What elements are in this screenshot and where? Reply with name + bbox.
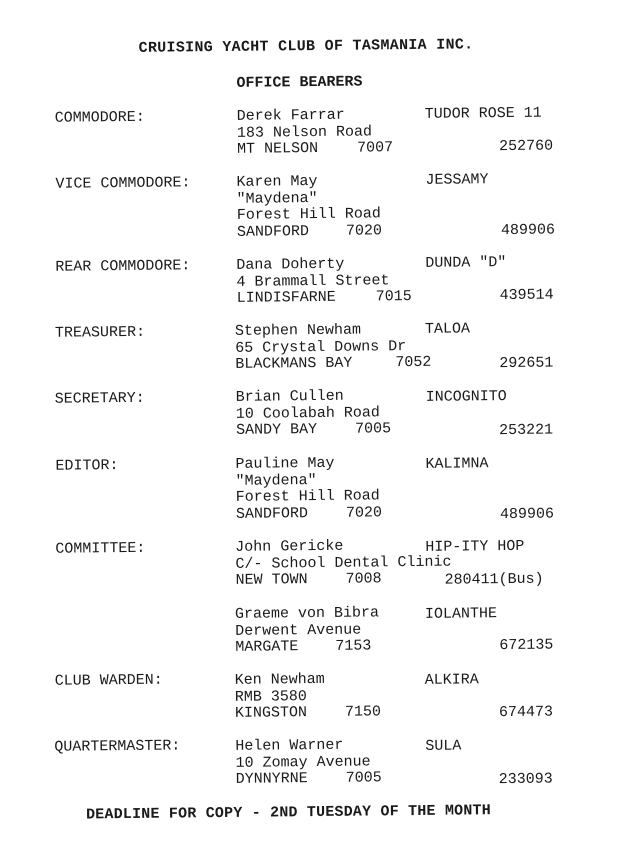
entry-commodore: [55, 105, 576, 162]
person-block: [236, 256, 412, 307]
person-name: John Gericke: [235, 537, 344, 556]
person-town: NEW TOWN: [235, 571, 308, 589]
person-block: [236, 173, 382, 241]
person-postcode: 7153: [335, 637, 372, 655]
entry-editor: [55, 453, 576, 526]
phone-number: 674473: [498, 703, 554, 722]
person-block: [235, 671, 382, 722]
person-address: 10 Coolabah Road: [235, 403, 380, 423]
phone-number: 233093: [498, 770, 553, 789]
page-title: CRUISING YACHT CLUB OF TASMANIA INC.: [138, 36, 474, 57]
person-name: Karen May: [236, 172, 318, 191]
person-town-line: [236, 770, 382, 788]
entry-club-warden: [55, 668, 576, 725]
person-name: Helen Warner: [235, 736, 344, 755]
role-label: SECRETARY:: [54, 389, 145, 408]
entry-committee-2: [55, 603, 576, 660]
person-address: 65 Crystal Downs Dr: [235, 337, 407, 357]
boat-name: JESSAMY: [425, 171, 489, 189]
person-postcode: 7005: [354, 420, 392, 438]
role-label: VICE COMMODORE:: [55, 174, 191, 193]
boat-name: IOLANTHE: [424, 605, 498, 623]
phone-number: 280411(Bus): [444, 570, 544, 589]
boat-name: ALKIRA: [424, 671, 479, 689]
person-postcode: 7150: [344, 703, 382, 721]
boat-name: HIP-ITY HOP: [425, 537, 525, 556]
person-address-line-2: Forest Hill Road: [236, 205, 381, 224]
role-label: REAR COMMODORE:: [55, 257, 191, 276]
person-address: 4 Brammall Street: [236, 271, 390, 291]
role-label: EDITOR:: [55, 457, 119, 475]
person-address: RMB 3580: [234, 687, 307, 706]
phone-number: 292651: [499, 354, 554, 373]
person-block: [235, 322, 432, 374]
person-town-line: [237, 289, 412, 307]
page-subtitle: OFFICE BEARERS: [236, 73, 363, 92]
person-name: Graeme von Bibra: [234, 604, 380, 623]
person-town-line: [235, 638, 379, 656]
person-block: [235, 605, 380, 656]
boat-name: SULA: [425, 737, 462, 755]
boat-name: DUNDA "D": [425, 254, 507, 272]
person-name: Stephen Newham: [234, 321, 362, 340]
entry-rear-commodore: [55, 254, 576, 311]
person-postcode: 7007: [357, 139, 394, 157]
person-name: Dana Doherty: [236, 255, 345, 274]
person-address: C/- School Dental Clinic: [235, 553, 452, 573]
person-address-line-1: "Maydena": [235, 471, 317, 490]
entry-treasurer: [55, 320, 576, 377]
person-postcode: 7008: [345, 570, 382, 588]
person-town: SANDFORD: [236, 222, 310, 241]
person-town: DYNNYRNE: [235, 770, 308, 788]
person-block: [235, 538, 452, 590]
role-label: CLUB WARDEN:: [54, 671, 163, 690]
phone-number: 439514: [499, 286, 554, 305]
person-postcode: 7020: [345, 221, 383, 240]
person-town-line: [236, 571, 452, 590]
person-town-line: [236, 421, 391, 439]
person-name: Derek Farrar: [236, 106, 345, 125]
person-block: [235, 737, 382, 788]
person-town: KINGSTON: [234, 704, 308, 722]
phone-number: 489906: [500, 221, 556, 240]
boat-name: INCOGNITO: [425, 388, 507, 406]
person-town-line: [237, 140, 393, 158]
person-postcode: 7052: [395, 353, 432, 372]
person-address-line-2: Forest Hill Road: [235, 487, 380, 506]
person-postcode: 7015: [375, 288, 412, 306]
person-town-line: [237, 223, 382, 241]
boat-name: TUDOR ROSE 11: [424, 104, 542, 123]
phone-number: 672135: [499, 636, 554, 655]
person-town: MARGATE: [235, 638, 299, 656]
entry-quartermaster: [54, 734, 575, 791]
role-label: COMMODORE:: [54, 108, 145, 127]
person-name: Brian Cullen: [235, 387, 344, 406]
entry-vice-commodore: [55, 171, 576, 244]
person-town: SANDY BAY: [235, 421, 318, 439]
entry-secretary: [55, 386, 576, 443]
person-address-line-1: "Maydena": [236, 189, 318, 208]
boat-name: TALOA: [424, 320, 471, 338]
person-postcode: 7020: [345, 503, 383, 522]
deadline-notice: DEADLINE FOR COPY - 2ND TUESDAY OF THE MONTH: [85, 802, 492, 824]
phone-number: 489906: [499, 505, 555, 524]
person-town: MT NELSON: [237, 139, 319, 158]
role-label: COMMITTEE:: [55, 539, 146, 558]
person-address: Derwent Avenue: [235, 621, 362, 640]
role-label: TREASURER:: [54, 323, 146, 342]
person-name: Ken Newham: [234, 670, 325, 689]
entry-committee: [55, 536, 586, 594]
person-town: LINDISFARNE: [236, 288, 336, 307]
boat-name: KALIMNA: [425, 455, 489, 473]
role-label: QUARTERMASTER:: [54, 737, 181, 756]
person-town: SANDFORD: [235, 504, 309, 523]
person-address: 10 Zomay Avenue: [235, 752, 371, 772]
phone-number: 253221: [498, 421, 554, 440]
person-block: [236, 388, 392, 439]
person-town: BLACKMANS BAY: [235, 354, 353, 373]
person-town-line: [235, 355, 431, 374]
person-postcode: 7005: [345, 769, 382, 787]
phone-number: 252760: [498, 137, 554, 156]
person-name: Pauline May: [235, 454, 335, 473]
person-town-line: [235, 704, 381, 722]
person-block: [237, 107, 394, 158]
person-block: [235, 455, 382, 523]
person-town-line: [236, 505, 382, 523]
person-address: 183 Nelson Road: [236, 122, 373, 142]
